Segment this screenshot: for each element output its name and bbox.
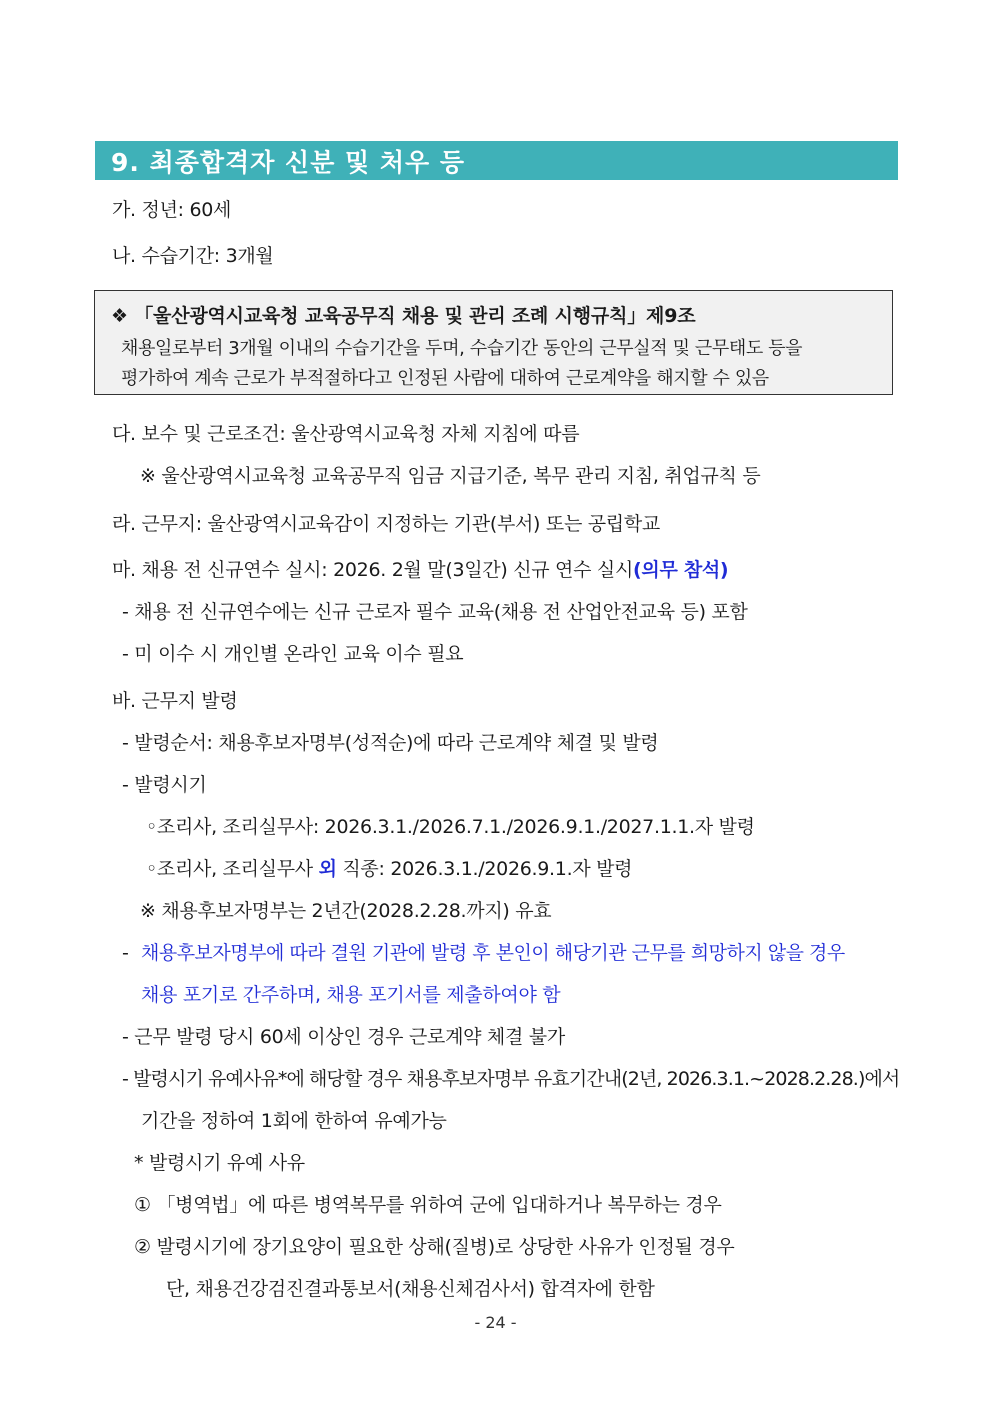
- assignment-timing-cook: ◦조리사, 조리실무사: 2026.3.1./2026.7.1./2026.9.1./2027.1.1.자 발령: [146, 816, 755, 838]
- waiver-line-2: 채용 포기로 간주하며, 채용 포기서를 제출하여야 함: [141, 984, 561, 1006]
- regulation-title: ❖ 「울산광역시교육청 교육공무직 채용 및 관리 조례 시행규칙」제9조: [111, 305, 696, 327]
- waiver-dash: -: [122, 942, 129, 964]
- candidate-list-validity: ※ 채용후보자명부는 2년간(2028.2.28.까지) 유효: [140, 900, 552, 922]
- assignment-timing: - 발령시기: [122, 774, 207, 796]
- training-sub-item-2: - 미 이수 시 개인별 온라인 교육 이수 필요: [122, 643, 464, 665]
- item-pay-conditions-note: ※ 울산광역시교육청 교육공무직 임금 지급기준, 복무 관리 지침, 취업규칙 등: [140, 465, 761, 487]
- item-pay-conditions: 다. 보수 및 근로조건: 울산광역시교육청 자체 지침에 따름: [112, 423, 580, 445]
- assignment-timing-other: [146, 857, 632, 881]
- deferral-reason-2: ② 발령시기에 장기요양이 필요한 상해(질병)로 상당한 사유가 인정될 경우: [134, 1236, 735, 1258]
- deferral-rule-line-2: 기간을 정하여 1회에 한하여 유예가능: [141, 1110, 447, 1132]
- deferral-reasons-title: * 발령시기 유예 사유: [134, 1152, 305, 1174]
- age-limit-rule: - 근무 발령 당시 60세 이상인 경우 근로계약 체결 불가: [122, 1026, 565, 1048]
- assignment-other-suffix: 직종: 2026.3.1./2026.9.1.자 발령: [336, 858, 633, 880]
- assignment-order: - 발령순서: 채용후보자명부(성적순)에 따라 근로계약 체결 및 발령: [122, 732, 659, 754]
- training-mandatory-emphasis: (의무 참석): [633, 559, 729, 581]
- regulation-text-line-1: 채용일로부터 3개월 이내의 수습기간을 두며, 수습기간 동안의 근무실적 및 근무태도 등을: [121, 338, 803, 359]
- page-number: - 24 -: [474, 1313, 517, 1332]
- training-text: 마. 채용 전 신규연수 실시: 2026. 2월 말(3일간) 신규 연수 실시: [112, 559, 634, 581]
- deferral-reason-1: ① 「병역법」에 따른 병역복무를 위하여 군에 입대하거나 복무하는 경우: [134, 1194, 722, 1216]
- deferral-rule-line-1: - 발령시기 유예사유*에 해당할 경우 채용후보자명부 유효기간내(2년, 2026.3.1.~2028.2.28.)에서: [122, 1068, 900, 1090]
- item-workplace: 라. 근무지: 울산광역시교육감이 지정하는 기관(부서) 또는 공립학교: [112, 513, 660, 535]
- section-title: 9. 최종합격자 신분 및 처우 등: [111, 147, 466, 177]
- item-assignment: 바. 근무지 발령: [112, 690, 238, 712]
- training-sub-item-1: - 채용 전 신규연수에는 신규 근로자 필수 교육(채용 전 산업안전교육 등) 포함: [122, 601, 748, 623]
- deferral-reason-2-condition: 단, 채용건강검진결과통보서(채용신체검사서) 합격자에 한함: [166, 1278, 655, 1300]
- assignment-other-emphasis: 외: [318, 858, 337, 880]
- section-heading-bar: [95, 141, 898, 180]
- item-new-employee-training: [112, 558, 728, 582]
- item-retirement-age: 가. 정년: 60세: [112, 199, 232, 221]
- waiver-line-1: 채용후보자명부에 따라 결원 기관에 발령 후 본인이 해당기관 근무를 희망하지 않을 경우: [141, 942, 845, 964]
- regulation-box: [94, 290, 893, 395]
- item-probation-period: 나. 수습기간: 3개월: [112, 245, 274, 267]
- regulation-text-line-2: 평가하여 계속 근로가 부적절하다고 인정된 사람에 대하여 근로계약을 해지할 수 있음: [121, 368, 769, 389]
- assignment-other-prefix: ◦조리사, 조리실무사: [146, 858, 319, 880]
